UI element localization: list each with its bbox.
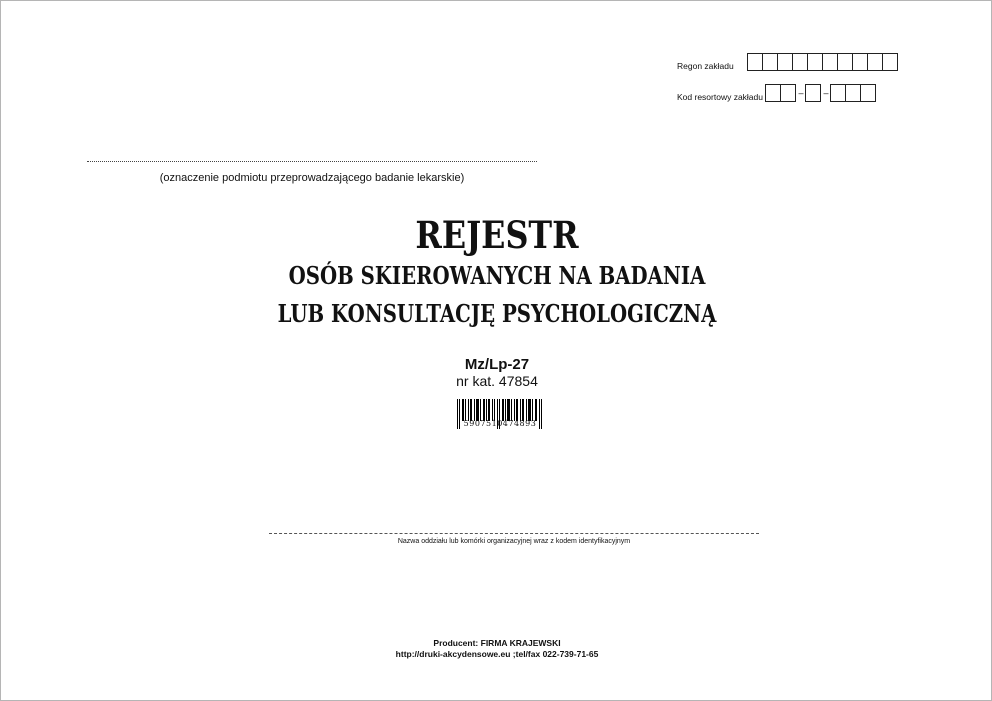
kod-box xyxy=(845,84,861,102)
kod-box xyxy=(860,84,876,102)
kod-resortowy-row xyxy=(677,81,898,105)
regon-box xyxy=(762,53,778,71)
regon-boxes xyxy=(747,53,898,71)
document-subtitle-line2: LUB KONSULTACJĘ PSYCHOLOGICZNĄ xyxy=(277,299,717,328)
producer-text: Producent: FIRMA KRAJEWSKI xyxy=(433,638,561,648)
producer-contact: http://druki-akcydensowe.eu ;tel/fax 022-739-71-65 xyxy=(395,649,599,659)
regon-box xyxy=(822,53,838,71)
entity-dotted-line xyxy=(87,161,537,162)
regon-box xyxy=(807,53,823,71)
establishment-codes xyxy=(677,50,898,112)
department-caption: Nazwa oddziału lub komórki organizacyjnej wraz z kodem identyfikacyjnym xyxy=(397,538,631,545)
kod-resortowy-boxes xyxy=(765,84,876,102)
document-subtitle-line1: OSÓB SKIEROWANYCH NA BADANIA xyxy=(288,261,706,290)
document-title: REJESTR xyxy=(415,213,579,257)
form-code: Mz/Lp-27 xyxy=(464,356,530,373)
regon-box xyxy=(792,53,808,71)
separator-dash: – xyxy=(798,88,804,98)
regon-label: Regon zakładu xyxy=(677,61,734,71)
separator-dash: – xyxy=(823,88,829,98)
regon-box xyxy=(882,53,898,71)
regon-box xyxy=(747,53,763,71)
regon-box xyxy=(837,53,853,71)
regon-box xyxy=(777,53,793,71)
catalog-number: nr kat. 47854 xyxy=(456,373,538,389)
regon-box xyxy=(867,53,883,71)
entity-caption: (oznaczenie podmiotu przeprowadzającego badanie lekarskie) xyxy=(159,172,465,184)
regon-row xyxy=(677,50,898,74)
regon-box xyxy=(852,53,868,71)
kod-box xyxy=(830,84,846,102)
department-dashed-line xyxy=(269,533,759,534)
barcode-number: 5907510474893 xyxy=(463,419,537,428)
kod-box xyxy=(780,84,796,102)
kod-box xyxy=(765,84,781,102)
kod-resortowy-label: Kod resortowy zakładu xyxy=(677,92,763,102)
kod-box xyxy=(805,84,821,102)
